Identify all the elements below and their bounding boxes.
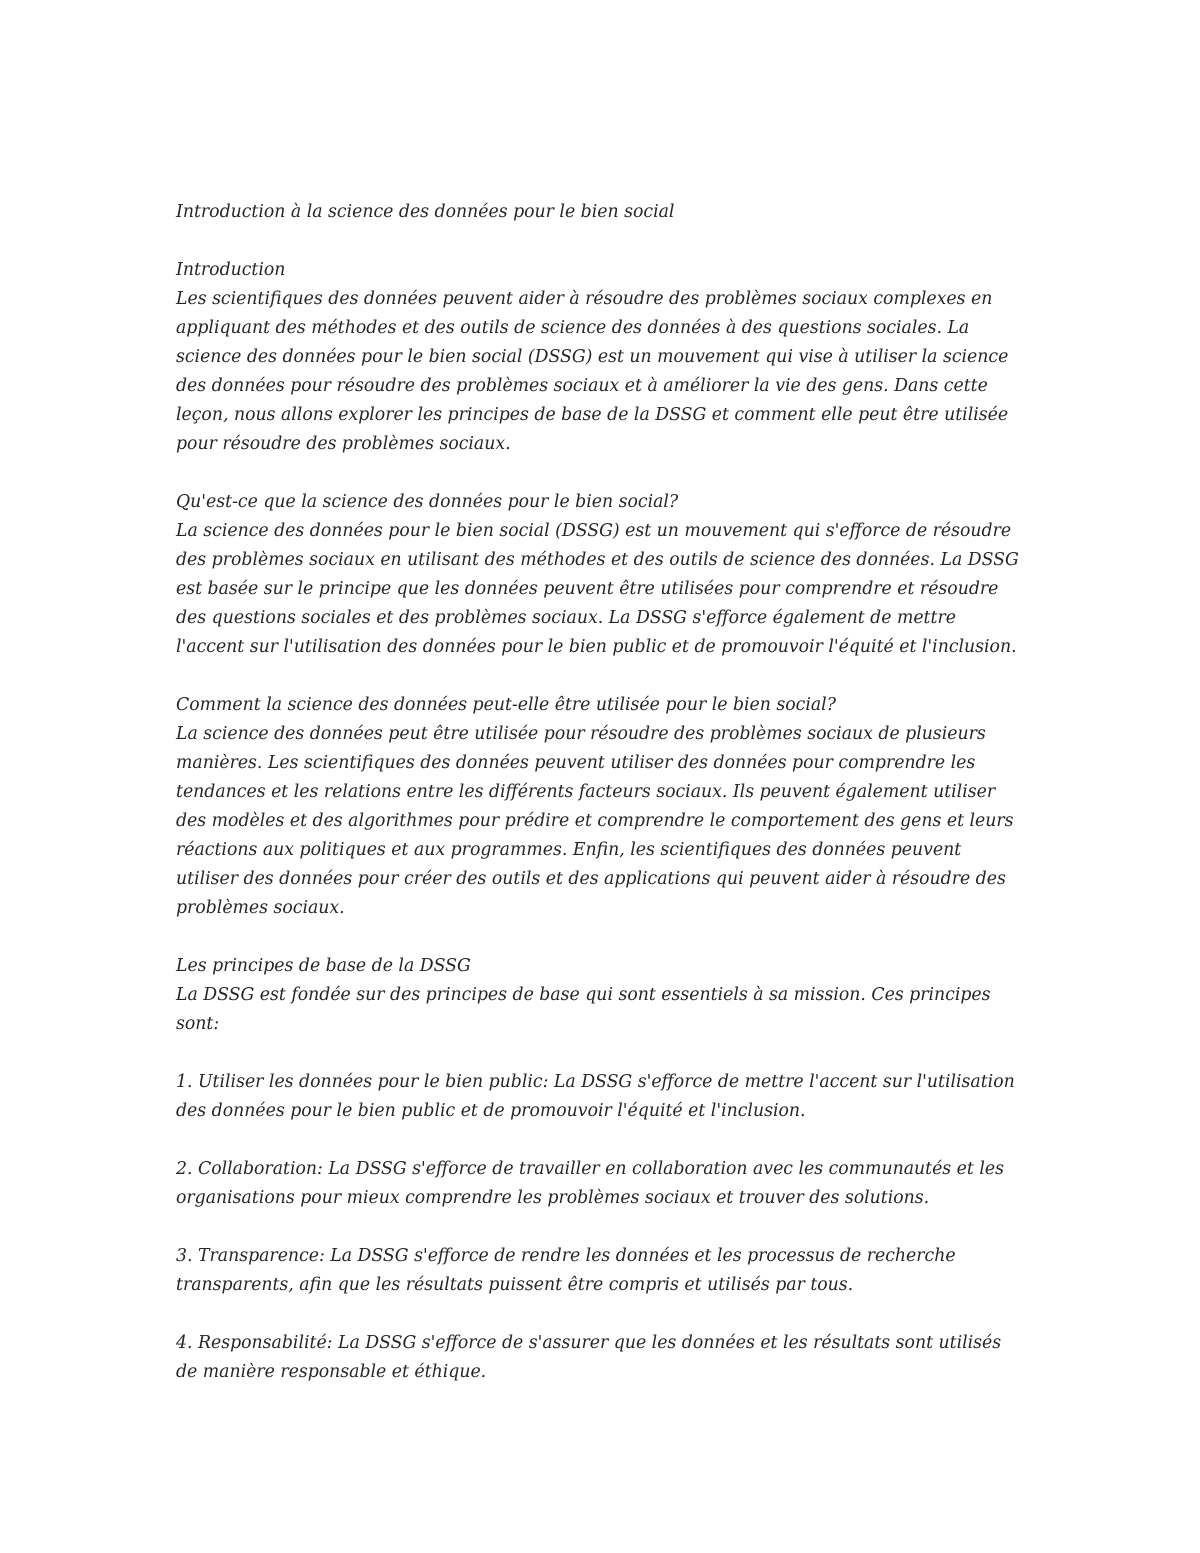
section-introduction [176, 256, 1026, 459]
section-what-is-dssg [176, 488, 1026, 662]
section-how-used [176, 691, 1026, 923]
section-heading: Introduction [176, 260, 286, 280]
section-heading: Comment la science des données peut-elle être utilisée pour le bien social? [176, 695, 836, 715]
principle-item: 1. Utiliser les données pour le bien public: La DSSG s'efforce de mettre l'accent sur l'utilisation des données pour le bien public et de promouvoir l'équité et l'inclusion. [176, 1072, 1015, 1121]
section-paragraph: La science des données pour le bien social (DSSG) est un mouvement qui s'efforce de résoudre des problèmes sociaux en utilisant des méthodes et des outils de science des données. La DSSG est basée sur le principe que les données peuvent être utilisées pour comprendre et résoudre des questions sociales et des problèmes sociaux. La DSSG s'efforce également de mettre l'accent sur l'utilisation des données pour le bien public et de promouvoir l'équité et l'inclusion. [176, 521, 1019, 657]
section-heading: Les principes de base de la DSSG [176, 956, 471, 976]
section-paragraph: La science des données peut être utilisée pour résoudre des problèmes sociaux de plusieurs manières. Les scientifiques des données peuvent utiliser des données pour comprendre les tendances et les relations entre les différents facteurs sociaux. Ils peuvent également utiliser des modèles et des algorithmes pour prédire et comprendre le comportement des gens et leurs réactions aux politiques et aux programmes. Enfin, les scientifiques des données peuvent utiliser des données pour créer des outils et des applications qui peuvent aider à résoudre des problèmes sociaux. [176, 724, 1014, 918]
document-title: Introduction à la science des données pour le bien social [176, 202, 675, 222]
section-heading: Qu'est-ce que la science des données pour le bien social? [176, 492, 679, 512]
principle-item: 3. Transparence: La DSSG s'efforce de rendre les données et les processus de recherche transparents, afin que les résultats puissent être compris et utilisés par tous. [176, 1246, 956, 1295]
section-paragraph: Les scientifiques des données peuvent aider à résoudre des problèmes sociaux complexes en appliquant des méthodes et des outils de science des données à des questions sociales. La science des données pour le bien social (DSSG) est un mouvement qui vise à utiliser la science des données pour résoudre des problèmes sociaux et à améliorer la vie des gens. Dans cette leçon, nous allons explorer les principes de base de la DSSG et comment elle peut être utilisée pour résoudre des problèmes sociaux. [176, 289, 1009, 454]
document-body [176, 198, 1026, 1416]
section-paragraph: La DSSG est fondée sur des principes de base qui sont essentiels à sa mission. Ces principes sont: [176, 985, 991, 1034]
principle-item: 4. Responsabilité: La DSSG s'efforce de s'assurer que les données et les résultats sont utilisés de manière responsable et éthique. [176, 1333, 1002, 1382]
section-principles [176, 952, 1026, 1039]
principle-item: 2. Collaboration: La DSSG s'efforce de travailler en collaboration avec les communautés et les organisations pour mieux comprendre les problèmes sociaux et trouver des solutions. [176, 1159, 1004, 1208]
